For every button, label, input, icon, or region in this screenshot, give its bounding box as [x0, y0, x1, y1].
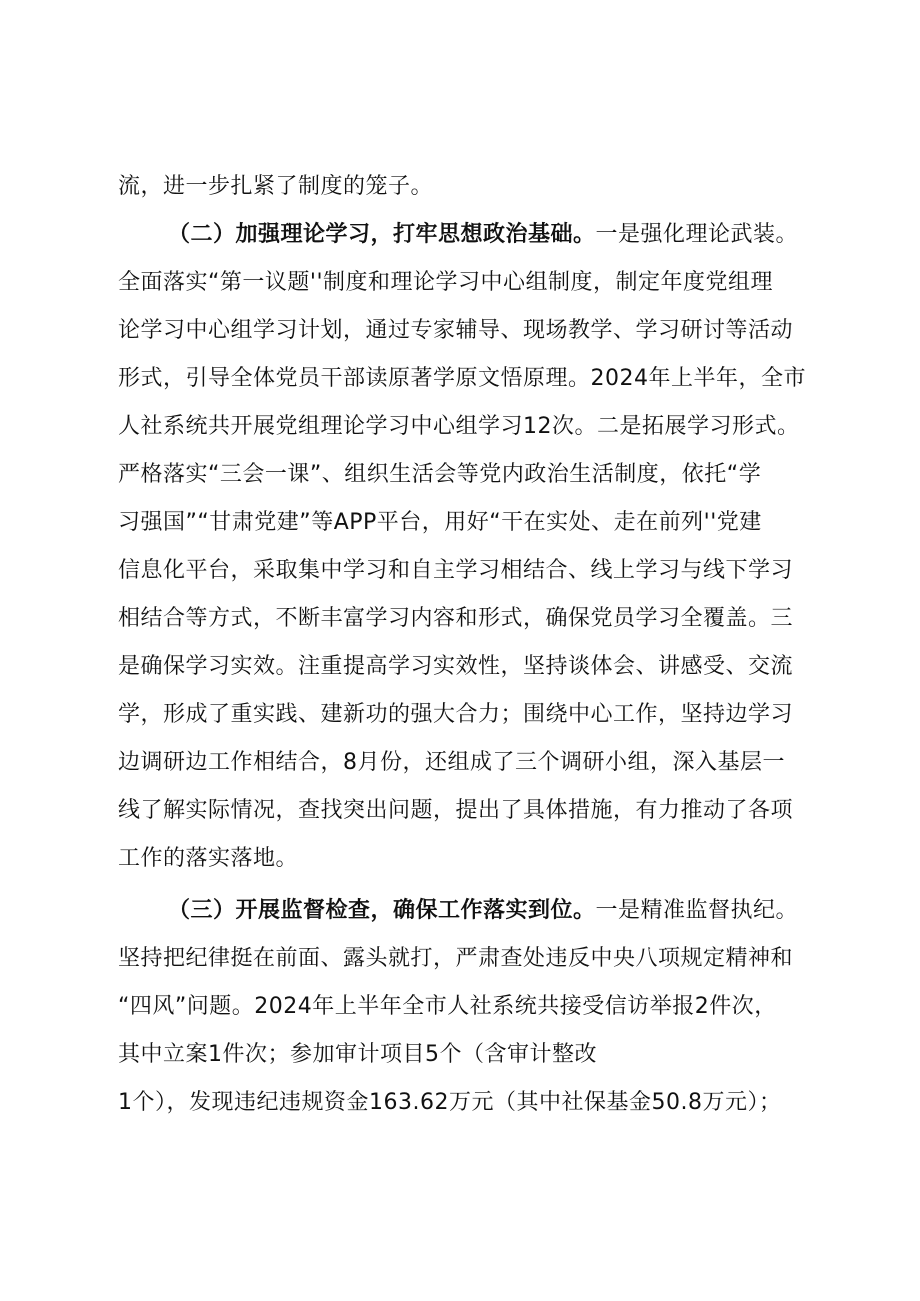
text-line: 人社系统共开展党组理论学习中心组学习12次。二是拓展学习形式。 [118, 414, 800, 439]
heading-lead-text: 一是精准监督执纪。 [595, 898, 799, 923]
text-line: 是确保学习实效。注重提高学习实效性，坚持谈体会、讲感受、交流 [118, 654, 794, 679]
text-line: 习强国”“甘肃党建”等APP平台，用好“干在实处、走在前列''党建 [118, 510, 762, 535]
text-line: 线了解实际情况，查找突出问题，提出了具体措施，有力推动了各项 [118, 798, 794, 823]
section-heading-line [168, 220, 858, 250]
text-line: 相结合等方式，不断丰富学习内容和形式，确保党员学习全覆盖。三 [118, 606, 794, 631]
section-heading-3: （三）开展监督检查，确保工作落实到位。 [168, 898, 596, 923]
text-line: 全面落实“第一议题''制度和理论学习中心组制度，制定年度党组理 [118, 270, 773, 295]
text-line: 1个），发现违纪违规资金163.62万元（其中社保基金50.8万元）； [118, 1090, 782, 1115]
text-line: 论学习中心组学习计划，通过专家辅导、现场教学、学习研讨等活动 [118, 318, 794, 343]
section-heading-line [168, 896, 858, 926]
text-line: 流，进一步扎紧了制度的笼子。 [118, 174, 434, 199]
heading-lead-text: 一是强化理论武装。 [595, 222, 799, 247]
text-line: 工作的落实落地。 [118, 846, 299, 871]
text-line: “四风”问题。2024年上半年全市人社系统共接受信访举报2件次， [118, 994, 777, 1019]
text-line: 形式，引导全体党员干部读原著学原文悟原理。2024年上半年，全市 [118, 366, 806, 391]
text-line: 边调研边工作相结合，8月份，还组成了三个调研小组，深入基层一 [118, 750, 785, 775]
text-line: 其中立案1件次；参加审计项目5个（含审计整改 [118, 1042, 597, 1067]
text-line: 坚持把纪律挺在前面、露头就打，严肃查处违反中央八项规定精神和 [118, 946, 794, 971]
text-line: 信息化平台，采取集中学习和自主学习相结合、线上学习与线下学习 [118, 558, 794, 583]
section-heading-2: （二）加强理论学习，打牢思想政治基础。 [168, 222, 596, 247]
text-line: 学，形成了重实践、建新功的强大合力；围绕中心工作，坚持边学习 [118, 702, 794, 727]
text-line: 严格落实“三会一课”、组织生活会等党内政治生活制度，依托“学 [118, 462, 762, 487]
